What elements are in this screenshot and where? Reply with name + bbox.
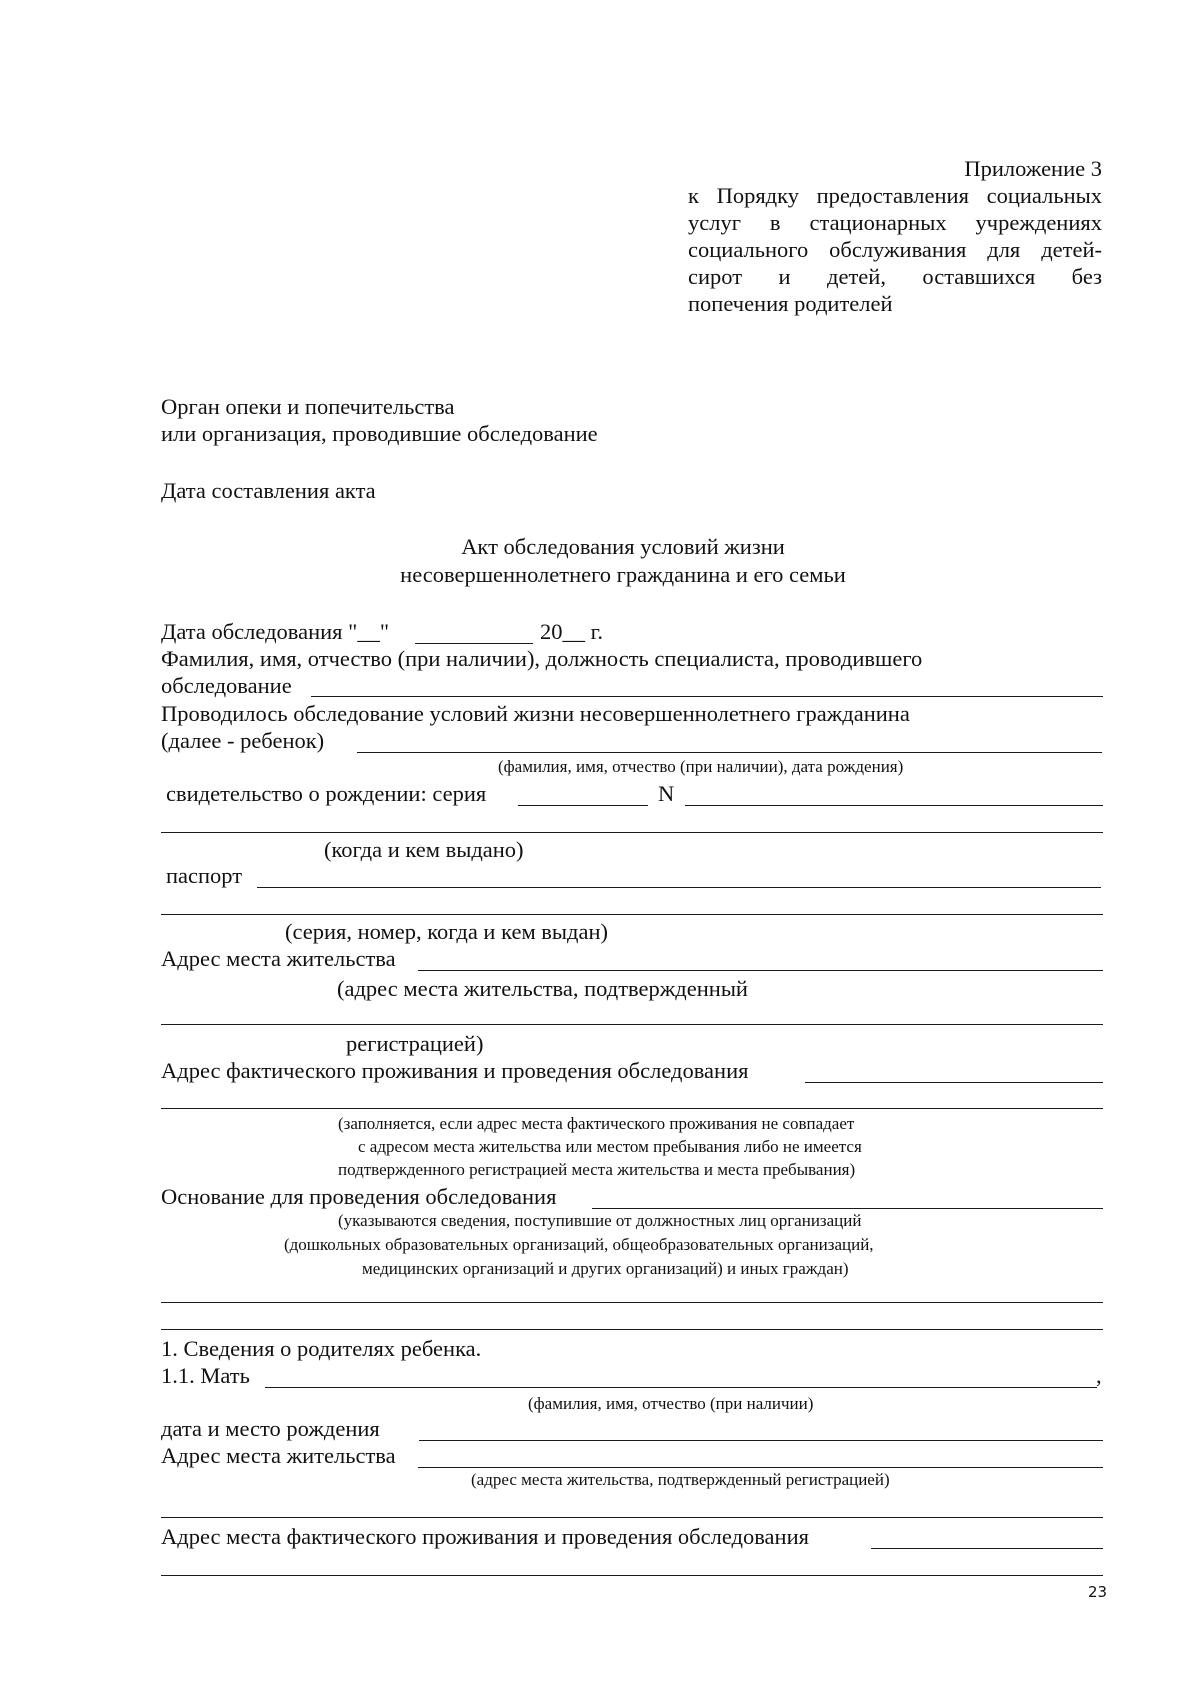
actual-address-field[interactable] [805,1082,1103,1083]
appendix-line: услуг в стационарных учреждениях [688,210,1102,235]
act-title-line-2: несовершеннолетнего гражданина и его семьи [400,562,846,587]
mother-residence-field-2[interactable] [161,1517,1103,1518]
appendix-line: к Порядку предоставления социальных [688,183,1102,208]
passport-hint: (серия, номер, когда и кем выдан) [285,919,609,944]
mother-birth-label: дата и место рождения [161,1416,380,1441]
appendix-block [688,155,1102,317]
mother-residence-hint: (адрес места жительства, подтвержденный регистрацией) [471,1470,890,1489]
actual-address-field-2[interactable] [161,1108,1103,1109]
basis-field-3[interactable] [161,1329,1103,1330]
appendix-line: сирот и детей, оставшихся без [688,264,1102,289]
actual-hint-2: с адресом места жительства или местом пребывания либо не имеется [358,1137,862,1156]
mother-label: 1.1. Мать [161,1363,250,1388]
actual-address-label: Адрес фактического проживания и проведения обследования [161,1058,749,1083]
birth-cert-issued-field[interactable] [161,832,1103,833]
mother-residence-label: Адрес места жительства [161,1443,396,1468]
mother-comma: , [1096,1363,1102,1388]
birth-cert-hint: (когда и кем выдано) [324,837,524,862]
exam-date-year: 20__ г. [540,619,603,644]
passport-field[interactable] [257,887,1101,888]
birth-cert-n-label: N [658,781,675,806]
mother-actual-field-2[interactable] [161,1575,1103,1576]
specialist-label-1: Фамилия, имя, отчество (при наличии), должность специалиста, проводившего [161,646,923,671]
birth-cert-series-field[interactable] [518,805,648,806]
org-line-2: или организация, проводившие обследование [161,421,598,446]
mother-actual-label: Адрес места фактического проживания и проведения обследования [161,1524,809,1549]
residence-hint-2: регистрацией) [346,1031,484,1056]
page-number: 23 [1088,1583,1108,1601]
mother-field[interactable] [265,1387,1097,1388]
appendix-number: Приложение 3 [964,156,1102,181]
child-field[interactable] [357,752,1102,753]
residence-label: Адрес места жительства [161,946,396,971]
mother-actual-field[interactable] [871,1548,1103,1549]
basis-field[interactable] [592,1208,1103,1209]
appendix-line: социального обслуживания для детей- [688,237,1102,262]
birth-cert-number-field[interactable] [685,805,1103,806]
act-title-line-1: Акт обследования условий жизни [461,534,785,559]
child-label-1: Проводилось обследование условий жизни несовершеннолетнего гражданина [161,701,910,726]
act-date-label: Дата составления акта [161,478,376,503]
mother-hint: (фамилия, имя, отчество (при наличии) [528,1394,814,1413]
mother-residence-field[interactable] [418,1467,1103,1468]
actual-hint-3: подтвержденного регистрацией места жительства и места пребывания) [338,1160,856,1179]
parents-heading: 1. Сведения о родителях ребенка. [161,1336,482,1361]
basis-hint-1: (указываются сведения, поступившие от должностных лиц организаций [338,1211,862,1230]
residence-hint-1: (адрес места жительства, подтвержденный [337,976,748,1001]
org-line-1: Орган опеки и попечительства [161,394,455,419]
exam-date-label: Дата обследования "__" [161,619,390,644]
actual-hint-1: (заполняется, если адрес места фактического проживания не совпадает [338,1114,855,1133]
basis-label: Основание для проведения обследования [161,1184,557,1209]
passport-field-2[interactable] [161,914,1103,915]
residence-field[interactable] [418,970,1103,971]
specialist-label-2: обследование [161,673,292,698]
passport-label: паспорт [166,863,243,888]
child-label-2: (далее - ребенок) [161,728,325,753]
specialist-field[interactable] [311,696,1103,697]
basis-field-2[interactable] [161,1302,1103,1303]
appendix-line: попечения родителей [688,291,893,316]
residence-field-2[interactable] [161,1024,1103,1025]
basis-hint-2: (дошкольных образовательных организаций, общеобразовательных организаций, [284,1235,874,1254]
birth-cert-label: свидетельство о рождении: серия [166,781,487,806]
basis-hint-3: медицинских организаций и других организаций) и иных граждан) [362,1259,849,1278]
exam-date-month-field[interactable] [415,643,533,644]
mother-birth-field[interactable] [419,1440,1103,1441]
child-hint: (фамилия, имя, отчество (при наличии), дата рождения) [498,757,904,776]
